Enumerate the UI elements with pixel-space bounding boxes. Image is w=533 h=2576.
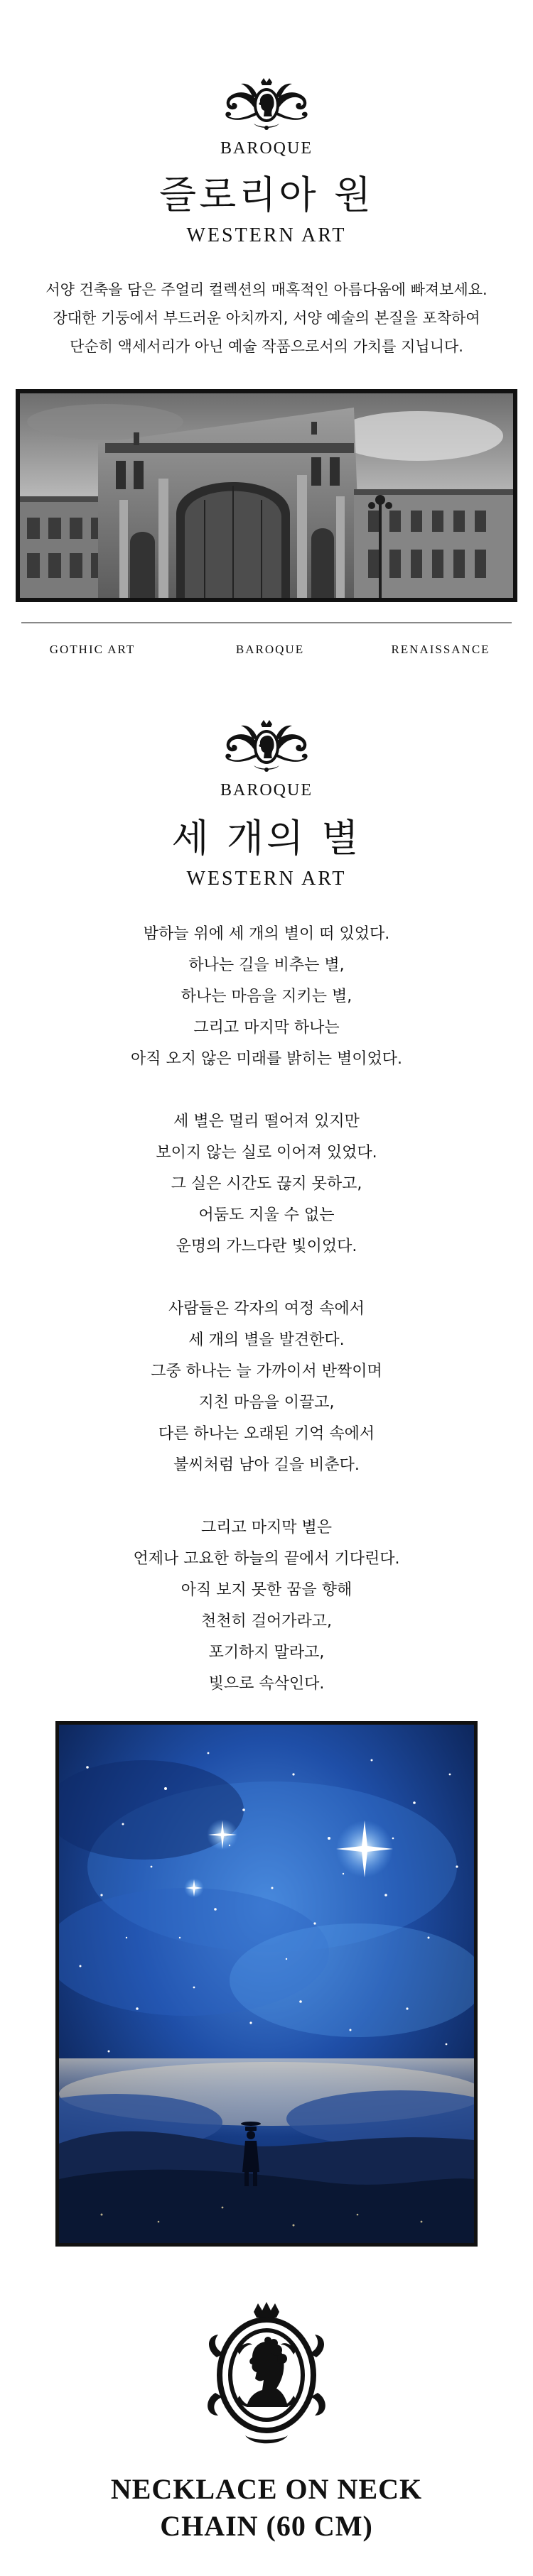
page-subtitle: WESTERN ART xyxy=(186,224,347,246)
poem-line: 하나는 길을 비추는 별, xyxy=(188,956,345,974)
poem-line: 지친 마음을 이끌고, xyxy=(198,1394,335,1412)
nav-renaissance[interactable]: RENAISSANCE xyxy=(391,643,490,656)
poem-stanza xyxy=(28,1294,505,1481)
poem-line: 언제나 고요한 하늘의 끝에서 기다린다. xyxy=(133,1550,400,1568)
product-title-line: CHAIN (60 CM) xyxy=(160,2510,373,2542)
ornate-cameo-medallion-icon xyxy=(203,2301,330,2450)
starry-night-painting xyxy=(55,1721,478,2247)
section-subtitle: WESTERN ART xyxy=(186,868,347,890)
brand-kicker: BAROQUE xyxy=(220,139,313,158)
poem-line: 포기하지 말라고, xyxy=(208,1644,325,1661)
poem-line: 하나는 마음을 지키는 별, xyxy=(181,988,352,1005)
nav-baroque[interactable]: BAROQUE xyxy=(235,643,305,656)
poem-line: 불씨처럼 남아 길을 비춘다. xyxy=(173,1456,360,1474)
poem-line: 세 개의 별을 발견한다. xyxy=(188,1331,345,1349)
poem-line: 그중 하나는 늘 가까이서 반짝이며 xyxy=(151,1363,382,1380)
intro-text xyxy=(14,275,519,361)
baroque-cameo-emblem-icon xyxy=(217,719,316,775)
arch-building-photo xyxy=(16,389,517,602)
nav-gothic-art[interactable]: GOTHIC ART xyxy=(49,643,136,656)
poem-line: 아직 오지 않은 미래를 밝히는 별이었다. xyxy=(131,1050,402,1068)
poem-line: 다른 하나는 오래된 기억 속에서 xyxy=(158,1425,375,1443)
baroque-cameo-emblem-icon xyxy=(217,77,316,133)
product-title-line: NECKLACE ON NECK xyxy=(110,2473,423,2505)
poem-line: 사람들은 각자의 여정 속에서 xyxy=(168,1300,365,1318)
poem-line: 운명의 가느다란 빛이었다. xyxy=(176,1238,357,1255)
poem-line: 빛으로 속삭인다. xyxy=(208,1675,325,1693)
poem-stanza xyxy=(28,1512,505,1700)
poem-line: 그 실은 시간도 끊지 못하고, xyxy=(171,1175,362,1193)
product-title xyxy=(0,2471,533,2545)
poem-line: 세 별은 멀리 떨어져 있지만 xyxy=(173,1113,360,1130)
intro-line: 서양 건축을 담은 주얼리 컬렉션의 매혹적인 아름다움에 빠져보세요. xyxy=(45,281,488,298)
poem-line: 아직 보지 못한 꿈을 향해 xyxy=(181,1581,352,1599)
poem-line: 천천히 걸어가라고, xyxy=(200,1612,332,1630)
poem-stanza xyxy=(28,1106,505,1262)
category-nav xyxy=(0,643,533,664)
poem-line: 보이지 않는 실로 이어져 있었다. xyxy=(156,1144,377,1162)
intro-line: 단순히 액세서리가 아닌 예술 작품으로서의 가치를 지닙니다. xyxy=(70,338,463,355)
section-title: 세 개의 별 xyxy=(171,816,362,861)
poem-line: 그리고 마지막 하나는 xyxy=(193,1019,340,1037)
page-title: 즐로리아 원 xyxy=(159,173,374,217)
section-divider xyxy=(21,622,512,623)
poem-stanza xyxy=(28,919,505,1075)
poem-text xyxy=(28,919,505,1731)
poem-line: 밤하늘 위에 세 개의 별이 떠 있었다. xyxy=(143,925,390,943)
poem-line: 어둠도 지울 수 없는 xyxy=(198,1206,335,1224)
poem-line: 그리고 마지막 별은 xyxy=(200,1519,332,1537)
intro-line: 장대한 기둥에서 부드러운 아치까지, 서양 예술의 본질을 포착하여 xyxy=(53,310,480,327)
brand-kicker: BAROQUE xyxy=(220,781,313,799)
starry-night-illustration xyxy=(59,1725,474,2243)
arch-building-illustration xyxy=(20,393,513,598)
